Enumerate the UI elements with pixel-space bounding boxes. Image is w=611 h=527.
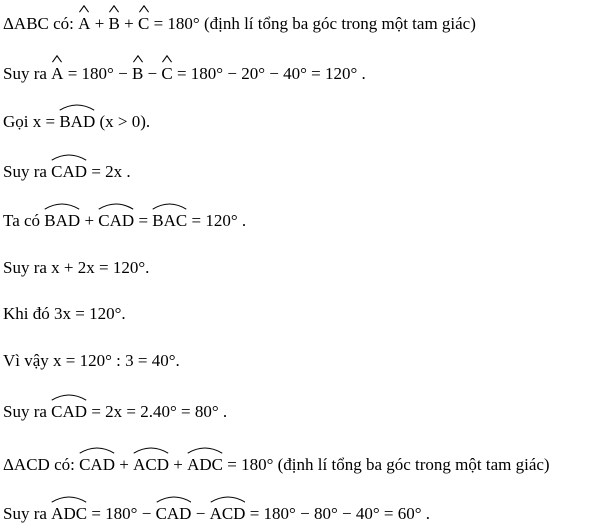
text-line	[3, 451, 550, 475]
angle-label: CAD	[79, 455, 115, 474]
angle-label: ACD	[209, 504, 246, 523]
angle-label: BAD	[44, 211, 81, 230]
arc-mark-icon	[187, 446, 223, 454]
text-fragment: +	[90, 14, 109, 33]
hat-mark-icon	[133, 55, 143, 63]
angle-arc-symbol	[210, 500, 246, 526]
text-line	[3, 207, 246, 231]
angle-label: BAC	[152, 211, 188, 230]
text-fragment: Suy ra x + 2x = 120°.	[3, 258, 150, 277]
text-line	[3, 500, 430, 524]
text-fragment: Suy ra	[3, 162, 52, 181]
text-fragment: = 180° − 20° − 40° = 120° .	[172, 64, 366, 83]
angle-label: B	[108, 14, 120, 33]
arc-mark-icon	[156, 495, 192, 503]
arc-mark-icon	[44, 202, 80, 210]
text-fragment: = 180° (định lí tổng ba góc trong một tam giác)	[149, 14, 476, 33]
angle-label: CAD	[155, 504, 192, 523]
text-fragment: = 180° −	[87, 504, 156, 523]
hat-mark-icon	[162, 55, 172, 63]
angle-arc-symbol	[44, 207, 80, 233]
angle-label: C	[161, 64, 173, 83]
text-fragment: +	[115, 455, 134, 474]
text-fragment: −	[143, 64, 162, 83]
hat-mark-icon	[52, 55, 62, 63]
arc-mark-icon	[133, 446, 169, 454]
text-fragment: Gọi x =	[3, 112, 60, 131]
arc-mark-icon	[79, 446, 115, 454]
angle-hat-symbol	[138, 10, 149, 36]
arc-mark-icon	[59, 103, 95, 111]
arc-mark-icon	[210, 495, 246, 503]
angle-arc-symbol	[133, 451, 169, 477]
text-fragment: ΔACD có:	[3, 455, 80, 474]
text-fragment: Vì vậy x = 120° : 3 = 40°.	[3, 351, 180, 370]
text-fragment: +	[119, 14, 138, 33]
angle-arc-symbol	[152, 207, 187, 233]
arc-mark-icon	[152, 202, 187, 210]
text-line	[3, 302, 126, 326]
arc-mark-icon	[51, 393, 87, 401]
angle-label: CAD	[98, 211, 135, 230]
text-fragment: Khi đó 3x = 120°.	[3, 304, 126, 323]
angle-arc-symbol	[51, 500, 87, 526]
text-fragment: = 120° .	[187, 211, 247, 230]
text-fragment: Ta có	[3, 211, 45, 230]
angle-label: ADC	[187, 455, 223, 474]
text-line	[3, 349, 180, 373]
angle-label: CAD	[51, 402, 88, 421]
text-fragment: −	[191, 504, 210, 523]
angle-hat-symbol	[132, 60, 143, 86]
angle-arc-symbol	[98, 207, 134, 233]
angle-hat-symbol	[161, 60, 172, 86]
angle-arc-symbol	[51, 158, 87, 184]
text-line	[3, 108, 150, 132]
angle-hat-symbol	[109, 10, 120, 36]
angle-label: C	[137, 14, 150, 33]
angle-arc-symbol	[51, 398, 87, 424]
hat-mark-icon	[109, 5, 119, 13]
angle-label: CAD	[51, 162, 88, 181]
text-fragment: = 2x .	[87, 162, 131, 181]
text-fragment: = 2x = 2.40° = 80° .	[87, 402, 228, 421]
angle-label: BAD	[59, 112, 96, 131]
text-line	[3, 158, 131, 182]
angle-label: ACD	[133, 455, 169, 474]
text-fragment: Suy ra	[3, 64, 52, 83]
text-fragment: = 180° −	[63, 64, 132, 83]
hat-mark-icon	[139, 5, 149, 13]
angle-hat-symbol	[78, 10, 90, 36]
text-fragment: = 180° (định lí tổng ba góc trong một tam giác)	[223, 455, 550, 474]
angle-hat-symbol	[51, 60, 63, 86]
text-line	[3, 256, 149, 280]
text-fragment: Suy ra	[3, 402, 52, 421]
angle-arc-symbol	[156, 500, 192, 526]
angle-label: ADC	[51, 504, 88, 523]
angle-arc-symbol	[59, 108, 95, 134]
text-line	[3, 398, 227, 422]
text-fragment: (x > 0).	[95, 112, 151, 131]
text-fragment: +	[80, 211, 99, 230]
angle-label: B	[131, 64, 144, 83]
text-fragment: =	[134, 211, 153, 230]
text-fragment: Suy ra	[3, 504, 52, 523]
text-fragment: ΔABC có:	[3, 14, 79, 33]
text-fragment: +	[169, 455, 188, 474]
angle-label: A	[51, 64, 64, 83]
text-fragment: = 180° − 80° − 40° = 60° .	[245, 504, 431, 523]
arc-mark-icon	[51, 495, 87, 503]
angle-arc-symbol	[79, 451, 115, 477]
arc-mark-icon	[51, 153, 87, 161]
text-line	[3, 60, 366, 84]
text-line	[3, 10, 476, 34]
angle-arc-symbol	[187, 451, 223, 477]
arc-mark-icon	[98, 202, 134, 210]
angle-label: A	[78, 14, 91, 33]
hat-mark-icon	[79, 5, 89, 13]
